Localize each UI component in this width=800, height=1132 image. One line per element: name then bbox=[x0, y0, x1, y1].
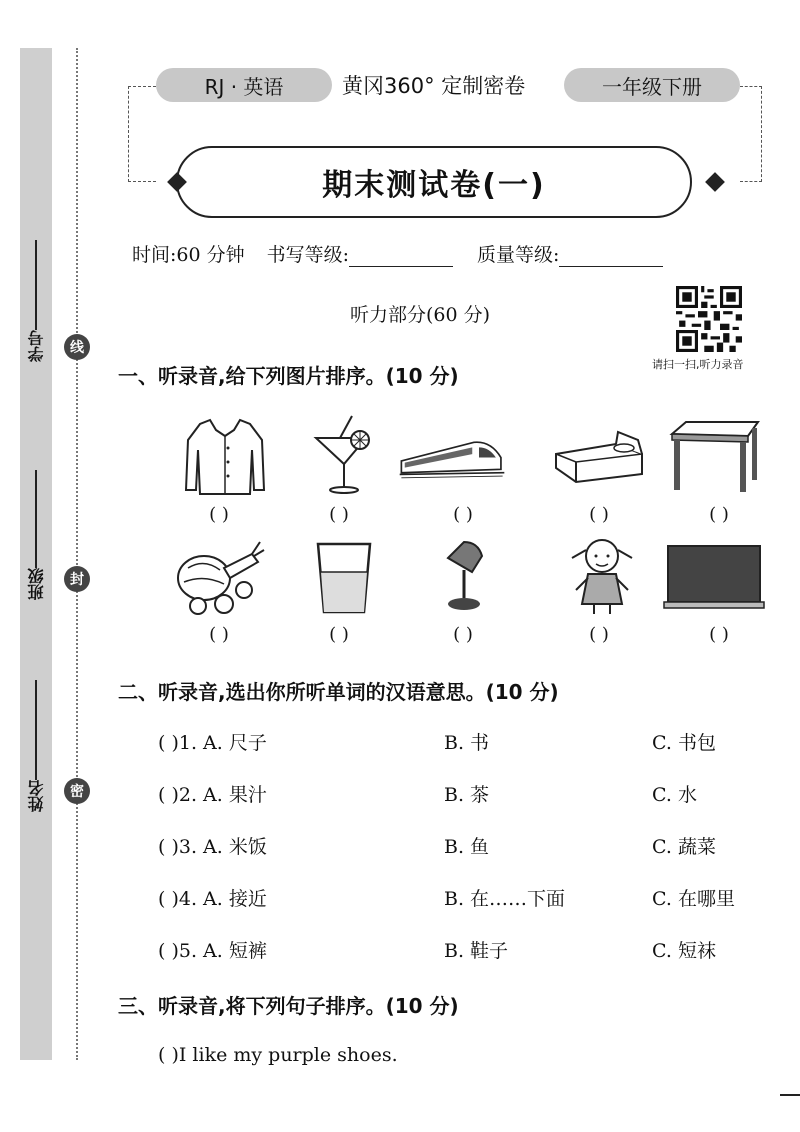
name-blank[interactable] bbox=[35, 680, 37, 780]
class-blank[interactable] bbox=[35, 470, 37, 568]
part1-answer-4[interactable]: ( ) bbox=[589, 504, 609, 525]
class-field[interactable] bbox=[20, 470, 52, 600]
seal-secret-badge: 密 bbox=[64, 778, 90, 804]
part1-answer-6[interactable]: ( ) bbox=[209, 624, 229, 645]
q5-option-b[interactable]: B. 鞋子 bbox=[444, 940, 509, 962]
water-glass-image bbox=[290, 528, 398, 618]
part1-answer-8[interactable]: ( ) bbox=[453, 624, 473, 645]
blackboard-image bbox=[662, 528, 770, 618]
student-id-blank[interactable] bbox=[35, 240, 37, 330]
header-frame-left bbox=[128, 86, 156, 182]
part3-title: 三、听录音,将下列句子排序。(10 分) bbox=[118, 994, 459, 1018]
seal-seal-badge: 封 bbox=[64, 566, 90, 592]
qr-caption: 请扫一扫,听力录音 bbox=[652, 358, 744, 371]
part1-answer-1[interactable]: ( ) bbox=[209, 504, 229, 525]
lamp-image bbox=[412, 528, 520, 618]
q1-option-c[interactable]: C. 书包 bbox=[652, 732, 716, 754]
part1-answer-9[interactable]: ( ) bbox=[589, 624, 609, 645]
binding-cut-line bbox=[76, 48, 78, 1060]
name-field[interactable] bbox=[20, 680, 52, 812]
brand-text: 黄冈360° 定制密卷 bbox=[342, 74, 526, 98]
q4-option-b[interactable]: B. 在……下面 bbox=[444, 888, 566, 910]
sentence-1-text[interactable]: ( )I like my purple shoes. bbox=[158, 1044, 398, 1066]
quality-grade-blank[interactable] bbox=[559, 245, 663, 267]
seal-line-badge: 线 bbox=[64, 334, 90, 360]
part1-answer-7[interactable]: ( ) bbox=[329, 624, 349, 645]
desk-image bbox=[660, 410, 768, 500]
shirt-image bbox=[170, 410, 278, 500]
student-id-label: 学号 bbox=[26, 330, 46, 362]
q1-option-a[interactable]: ( )1. A. 尺子 bbox=[158, 732, 267, 754]
part1-answer-5[interactable]: ( ) bbox=[709, 504, 729, 525]
subject-pill: RJ · 英语 bbox=[156, 68, 332, 102]
q3-option-a[interactable]: ( )3. A. 米饭 bbox=[158, 836, 267, 858]
q2-option-c[interactable]: C. 水 bbox=[652, 784, 697, 806]
info-line bbox=[132, 240, 760, 267]
q2-option-a[interactable]: ( )2. A. 果汁 bbox=[158, 784, 267, 806]
bed-image bbox=[546, 410, 654, 500]
part1-answer-3[interactable]: ( ) bbox=[453, 504, 473, 525]
part1-answer-2[interactable]: ( ) bbox=[329, 504, 349, 525]
header-frame-right bbox=[740, 86, 762, 182]
quality-grade-label: 质量等级: bbox=[477, 244, 560, 266]
q3-option-c[interactable]: C. 蔬菜 bbox=[652, 836, 716, 858]
listening-heading: 听力部分(60 分) bbox=[350, 304, 491, 326]
time-text: 时间:60 分钟 bbox=[132, 244, 245, 266]
doll-image bbox=[548, 528, 656, 618]
q1-option-b[interactable]: B. 书 bbox=[444, 732, 490, 754]
exam-title: 期末测试卷(一) bbox=[176, 146, 692, 218]
grade-pill: 一年级下册 bbox=[564, 68, 740, 102]
name-label: 姓名 bbox=[26, 780, 46, 812]
part1-answer-10[interactable]: ( ) bbox=[709, 624, 729, 645]
vegetables-image bbox=[164, 528, 272, 618]
q3-option-b[interactable]: B. 鱼 bbox=[444, 836, 490, 858]
q5-option-a[interactable]: ( )5. A. 短裤 bbox=[158, 940, 267, 962]
part2-title: 二、听录音,选出你所听单词的汉语意思。(10 分) bbox=[118, 680, 559, 704]
qr-code[interactable] bbox=[676, 286, 742, 352]
writing-grade-label: 书写等级: bbox=[266, 244, 350, 266]
right-diamond bbox=[705, 172, 725, 192]
train-image bbox=[398, 410, 506, 500]
writing-grade-blank[interactable] bbox=[349, 245, 453, 267]
page-edge-mark bbox=[780, 1094, 800, 1096]
q4-option-c[interactable]: C. 在哪里 bbox=[652, 888, 735, 910]
q4-option-a[interactable]: ( )4. A. 接近 bbox=[158, 888, 267, 910]
class-label: 班级 bbox=[26, 568, 46, 600]
juice-glass-image bbox=[290, 410, 398, 500]
student-id-field[interactable] bbox=[20, 240, 52, 362]
part1-title: 一、听录音,给下列图片排序。(10 分) bbox=[118, 364, 459, 388]
q2-option-b[interactable]: B. 茶 bbox=[444, 784, 490, 806]
q5-option-c[interactable]: C. 短袜 bbox=[652, 940, 716, 962]
